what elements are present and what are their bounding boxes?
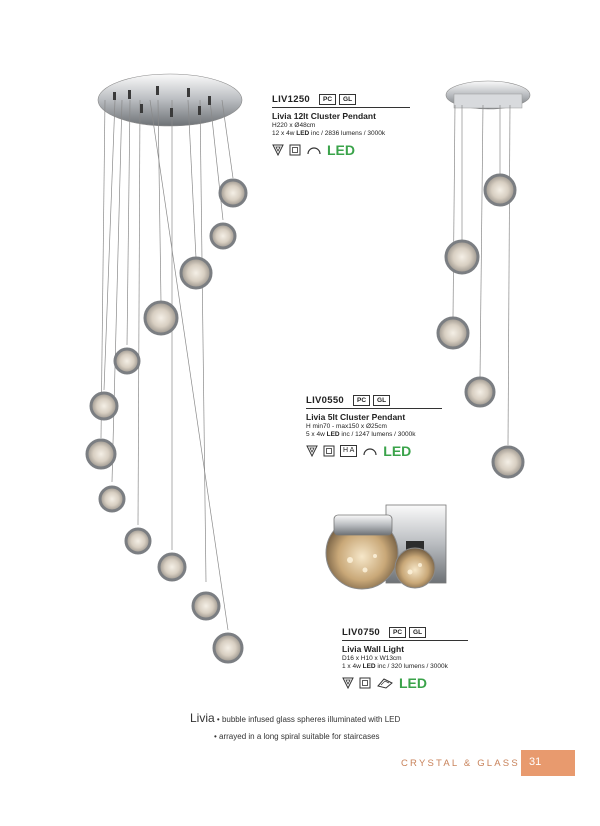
spec-liv0550 bbox=[306, 395, 442, 458]
product-spec bbox=[306, 431, 442, 438]
tagline-line1 bbox=[190, 711, 400, 725]
tagline-brand: Livia bbox=[190, 711, 215, 725]
spec-prefix: 12 x 4w bbox=[272, 130, 295, 137]
product-name: Livia Wall Light bbox=[342, 644, 405, 654]
product-size: H220 x Ø48cm bbox=[272, 122, 316, 129]
badge-gl: GL bbox=[339, 94, 356, 105]
spec-liv1250 bbox=[272, 94, 410, 157]
product-name: Livia 12lt Cluster Pendant bbox=[272, 111, 376, 121]
page-number-box bbox=[521, 750, 575, 776]
height-adjustable-icon: H A bbox=[340, 445, 357, 457]
badge-pc: PC bbox=[353, 395, 370, 406]
icon-row bbox=[272, 143, 410, 157]
product-spec bbox=[342, 663, 468, 670]
code-row bbox=[306, 395, 442, 409]
badge-gl: GL bbox=[373, 395, 390, 406]
tagline-line2: • arrayed in a long spiral suitable for staircases bbox=[214, 732, 380, 741]
badge-pc: PC bbox=[319, 94, 336, 105]
led-label: LED bbox=[327, 142, 355, 158]
icon-row bbox=[342, 676, 468, 690]
led-label: LED bbox=[383, 443, 412, 459]
icon-row bbox=[306, 444, 442, 458]
product-code: LIV0550 bbox=[306, 395, 345, 406]
double-insulated-icon bbox=[323, 445, 335, 457]
spec-prefix: 1 x 4w bbox=[342, 663, 361, 670]
double-insulated-icon bbox=[289, 144, 301, 156]
spec-led: LED bbox=[326, 431, 340, 438]
section-title: CRYSTAL & GLASS bbox=[401, 758, 520, 769]
spec-led: LED bbox=[296, 130, 310, 137]
code-row bbox=[342, 627, 468, 641]
product-name: Livia 5lt Cluster Pendant bbox=[306, 412, 406, 422]
liv1250-photo bbox=[87, 74, 246, 662]
spec-suffix: inc / 320 lumens / 3000k bbox=[377, 663, 448, 670]
spec-prefix: 5 x 4w bbox=[306, 431, 325, 438]
page-number: 31 bbox=[529, 756, 542, 768]
class-ii-icon bbox=[272, 144, 284, 156]
spec-suffix: inc / 1247 lumens / 3000k bbox=[341, 431, 416, 438]
class-ii-icon bbox=[342, 677, 354, 689]
product-code: LIV0750 bbox=[342, 627, 381, 638]
product-spec bbox=[272, 130, 410, 137]
product-size: H min70 - max150 x Ø25cm bbox=[306, 423, 387, 430]
dimmable-icon bbox=[306, 144, 322, 156]
spec-liv0750 bbox=[342, 627, 468, 690]
spec-led: LED bbox=[362, 663, 376, 670]
badge-pc: PC bbox=[389, 627, 406, 638]
dimmable-icon bbox=[362, 445, 378, 457]
product-size: D16 x H10 x W13cm bbox=[342, 655, 402, 662]
liv0550-photo bbox=[438, 81, 530, 477]
double-insulated-icon bbox=[359, 677, 371, 689]
spec-suffix: inc / 2836 lumens / 3000k bbox=[311, 130, 386, 137]
led-label: LED bbox=[399, 675, 427, 691]
class-ii-icon bbox=[306, 445, 318, 457]
tagline-text1: • bubble infused glass spheres illuminated with LED bbox=[216, 715, 401, 724]
product-code: LIV1250 bbox=[272, 94, 311, 105]
wall-mount-icon bbox=[376, 677, 394, 689]
code-row bbox=[272, 94, 410, 108]
badge-gl: GL bbox=[409, 627, 426, 638]
liv0750-photo bbox=[326, 505, 446, 589]
